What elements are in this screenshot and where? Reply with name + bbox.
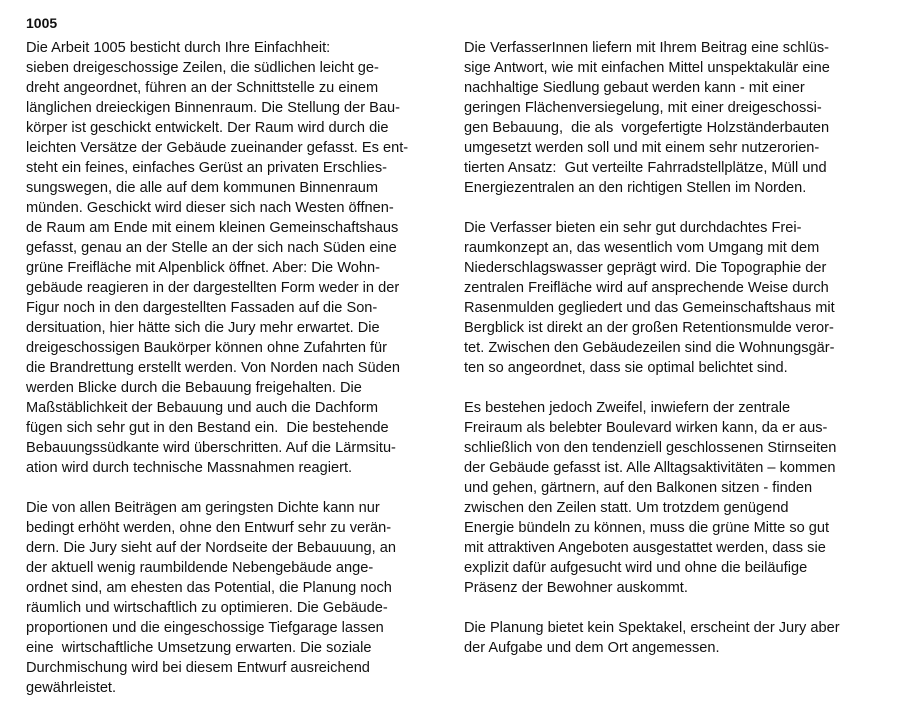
left-text-column xyxy=(26,38,436,698)
text-line: räumlich und wirtschaftlich zu optimieren. Die Gebäude- xyxy=(26,600,388,616)
text-line: Niederschlagswasser geprägt wird. Die Topographie der xyxy=(464,260,827,276)
text-line: der aktuell wenig raumbildende Nebengebäude ange- xyxy=(26,560,374,576)
paragraph-gap xyxy=(464,378,884,398)
text-line: mit attraktiven Angeboten ausgestattet werden, dass sie xyxy=(464,540,826,556)
text-line: tet. Zwischen den Gebäudezeilen sind die Wohnungsgär- xyxy=(464,340,835,356)
text-line: Präsenz der Bewohner auskommt. xyxy=(464,580,688,596)
text-line: grüne Freifläche mit Alpenblick öffnet. Aber: Die Wohn- xyxy=(26,260,380,276)
text-line: eine wirtschaftliche Umsetzung erwarten. Die soziale xyxy=(26,640,372,656)
text-line: fügen sich sehr gut in den Bestand ein. Die bestehende xyxy=(26,420,389,436)
text-line: Die Planung bietet kein Spektakel, erscheint der Jury aber xyxy=(464,620,840,636)
text-line: explizit dafür aufgesucht wird und ohne die beiläufige xyxy=(464,560,808,576)
document-heading: 1005 xyxy=(26,15,58,31)
text-line: ation wird durch technische Massnahmen reagiert. xyxy=(26,460,353,476)
text-line: Es bestehen jedoch Zweifel, inwiefern der zentrale xyxy=(464,400,791,416)
text-line: de Raum am Ende mit einem kleinen Gemeinschaftshaus xyxy=(26,220,399,236)
text-line: schließlich von den tendenziell geschlossenen Stirnseiten xyxy=(464,440,837,456)
text-line: Die von allen Beiträgen am geringsten Dichte kann nur xyxy=(26,500,380,516)
text-line: ordnet sind, am ehesten das Potential, die Planung noch xyxy=(26,580,392,596)
text-line: gefasst, genau an der Stelle an der sich nach Süden eine xyxy=(26,240,397,256)
text-line: Energie bündeln zu können, muss die grüne Mitte so gut xyxy=(464,520,830,536)
text-line: Die VerfasserInnen liefern mit Ihrem Beitrag eine schlüs- xyxy=(464,40,830,56)
text-line: Die Arbeit 1005 besticht durch Ihre Einfachheit: xyxy=(26,40,331,56)
text-line: tierten Ansatz: Gut verteilte Fahrradstellplätze, Müll und xyxy=(464,160,827,176)
text-line: werden Blicke durch die Bebauung freigehalten. Die xyxy=(26,380,362,396)
text-line: sieben dreigeschossige Zeilen, die südlichen leicht ge- xyxy=(26,60,379,76)
text-line: die Brandrettung erstellt werden. Von Norden nach Süden xyxy=(26,360,401,376)
text-line: Figur noch in den dargestellten Fassaden auf die Son- xyxy=(26,300,378,316)
paragraph-gap xyxy=(464,198,884,218)
text-line: länglichen dreieckigen Binnenraum. Die Stellung der Bau- xyxy=(26,100,400,116)
text-line: dern. Die Jury sieht auf der Nordseite der Bebauuung, an xyxy=(26,540,396,556)
text-line: Durchmischung wird bei diesem Entwurf ausreichend xyxy=(26,660,370,676)
text-line: Bebauungssüdkante wird überschritten. Auf die Lärmsitu- xyxy=(26,440,396,456)
text-line: umgesetzt werden soll und mit einem sehr nutzerorien- xyxy=(464,140,820,156)
text-line: raumkonzept an, das wesentlich vom Umgang mit dem xyxy=(464,240,820,256)
text-line: gebäude reagieren in der dargestellten Form weder in der xyxy=(26,280,400,296)
text-line: dreht angeordnet, führen an der Schnittstelle zu einem xyxy=(26,80,379,96)
text-line: sungswegen, die alle auf dem kommunen Binnenraum xyxy=(26,180,379,196)
paragraph xyxy=(464,398,884,598)
text-line: zentralen Freifläche wird auf ansprechende Weise durch xyxy=(464,280,829,296)
paragraph xyxy=(464,618,884,658)
text-line: bedingt erhöht werden, ohne den Entwurf sehr zu verän- xyxy=(26,520,392,536)
text-line: gewährleistet. xyxy=(26,680,117,696)
text-line: geringen Flächenversiegelung, mit einer dreigeschossi- xyxy=(464,100,822,116)
text-line: dreigeschossigen Baukörper können ohne Zufahrten für xyxy=(26,340,388,356)
text-line: gen Bebauung, die als vorgefertigte Holzständerbauten xyxy=(464,120,830,136)
paragraph xyxy=(26,498,436,698)
text-line: steht ein feines, einfaches Gerüst an privaten Erschlies- xyxy=(26,160,387,176)
text-line: sige Antwort, wie mit einfachen Mittel unspektakulär eine xyxy=(464,60,830,76)
text-line: Bergblick ist direkt an der großen Retentionsmulde veror- xyxy=(464,320,834,336)
text-line: nachhaltige Siedlung gebaut werden kann - mit einer xyxy=(464,80,805,96)
text-line: Rasenmulden gegliedert und das Gemeinschaftshaus mit xyxy=(464,300,835,316)
paragraph xyxy=(464,38,884,198)
text-line: körper ist geschickt entwickelt. Der Raum wird durch die xyxy=(26,120,389,136)
right-text-column xyxy=(464,38,884,658)
text-line: dersituation, hier hätte sich die Jury mehr erwartet. Die xyxy=(26,320,380,336)
text-line: münden. Geschickt wird dieser sich nach Westen öffnen- xyxy=(26,200,394,216)
paragraph-gap xyxy=(464,598,884,618)
text-line: zwischen den Zeilen statt. Um trotzdem genügend xyxy=(464,500,789,516)
text-line: leichten Versätze der Gebäude zueinander gefasst. Es ent- xyxy=(26,140,409,156)
paragraph-gap xyxy=(26,478,436,498)
text-line: ten so angeordnet, dass sie optimal belichtet sind. xyxy=(464,360,788,376)
text-line: Energiezentralen an den richtigen Stellen im Norden. xyxy=(464,180,807,196)
text-line: und gehen, gärtnern, auf den Balkonen sitzen - finden xyxy=(464,480,813,496)
text-line: Freiraum als belebter Boulevard wirken kann, da er aus- xyxy=(464,420,828,436)
text-line: Die Verfasser bieten ein sehr gut durchdachtes Frei- xyxy=(464,220,802,236)
paragraph xyxy=(26,38,436,478)
text-line: proportionen und die eingeschossige Tiefgarage lassen xyxy=(26,620,384,636)
paragraph xyxy=(464,218,884,378)
text-line: der Gebäude gefasst ist. Alle Alltagsaktivitäten – kommen xyxy=(464,460,836,476)
text-line: Maßstäblichkeit der Bebauung und auch die Dachform xyxy=(26,400,379,416)
text-line: der Aufgabe und dem Ort angemessen. xyxy=(464,640,720,656)
